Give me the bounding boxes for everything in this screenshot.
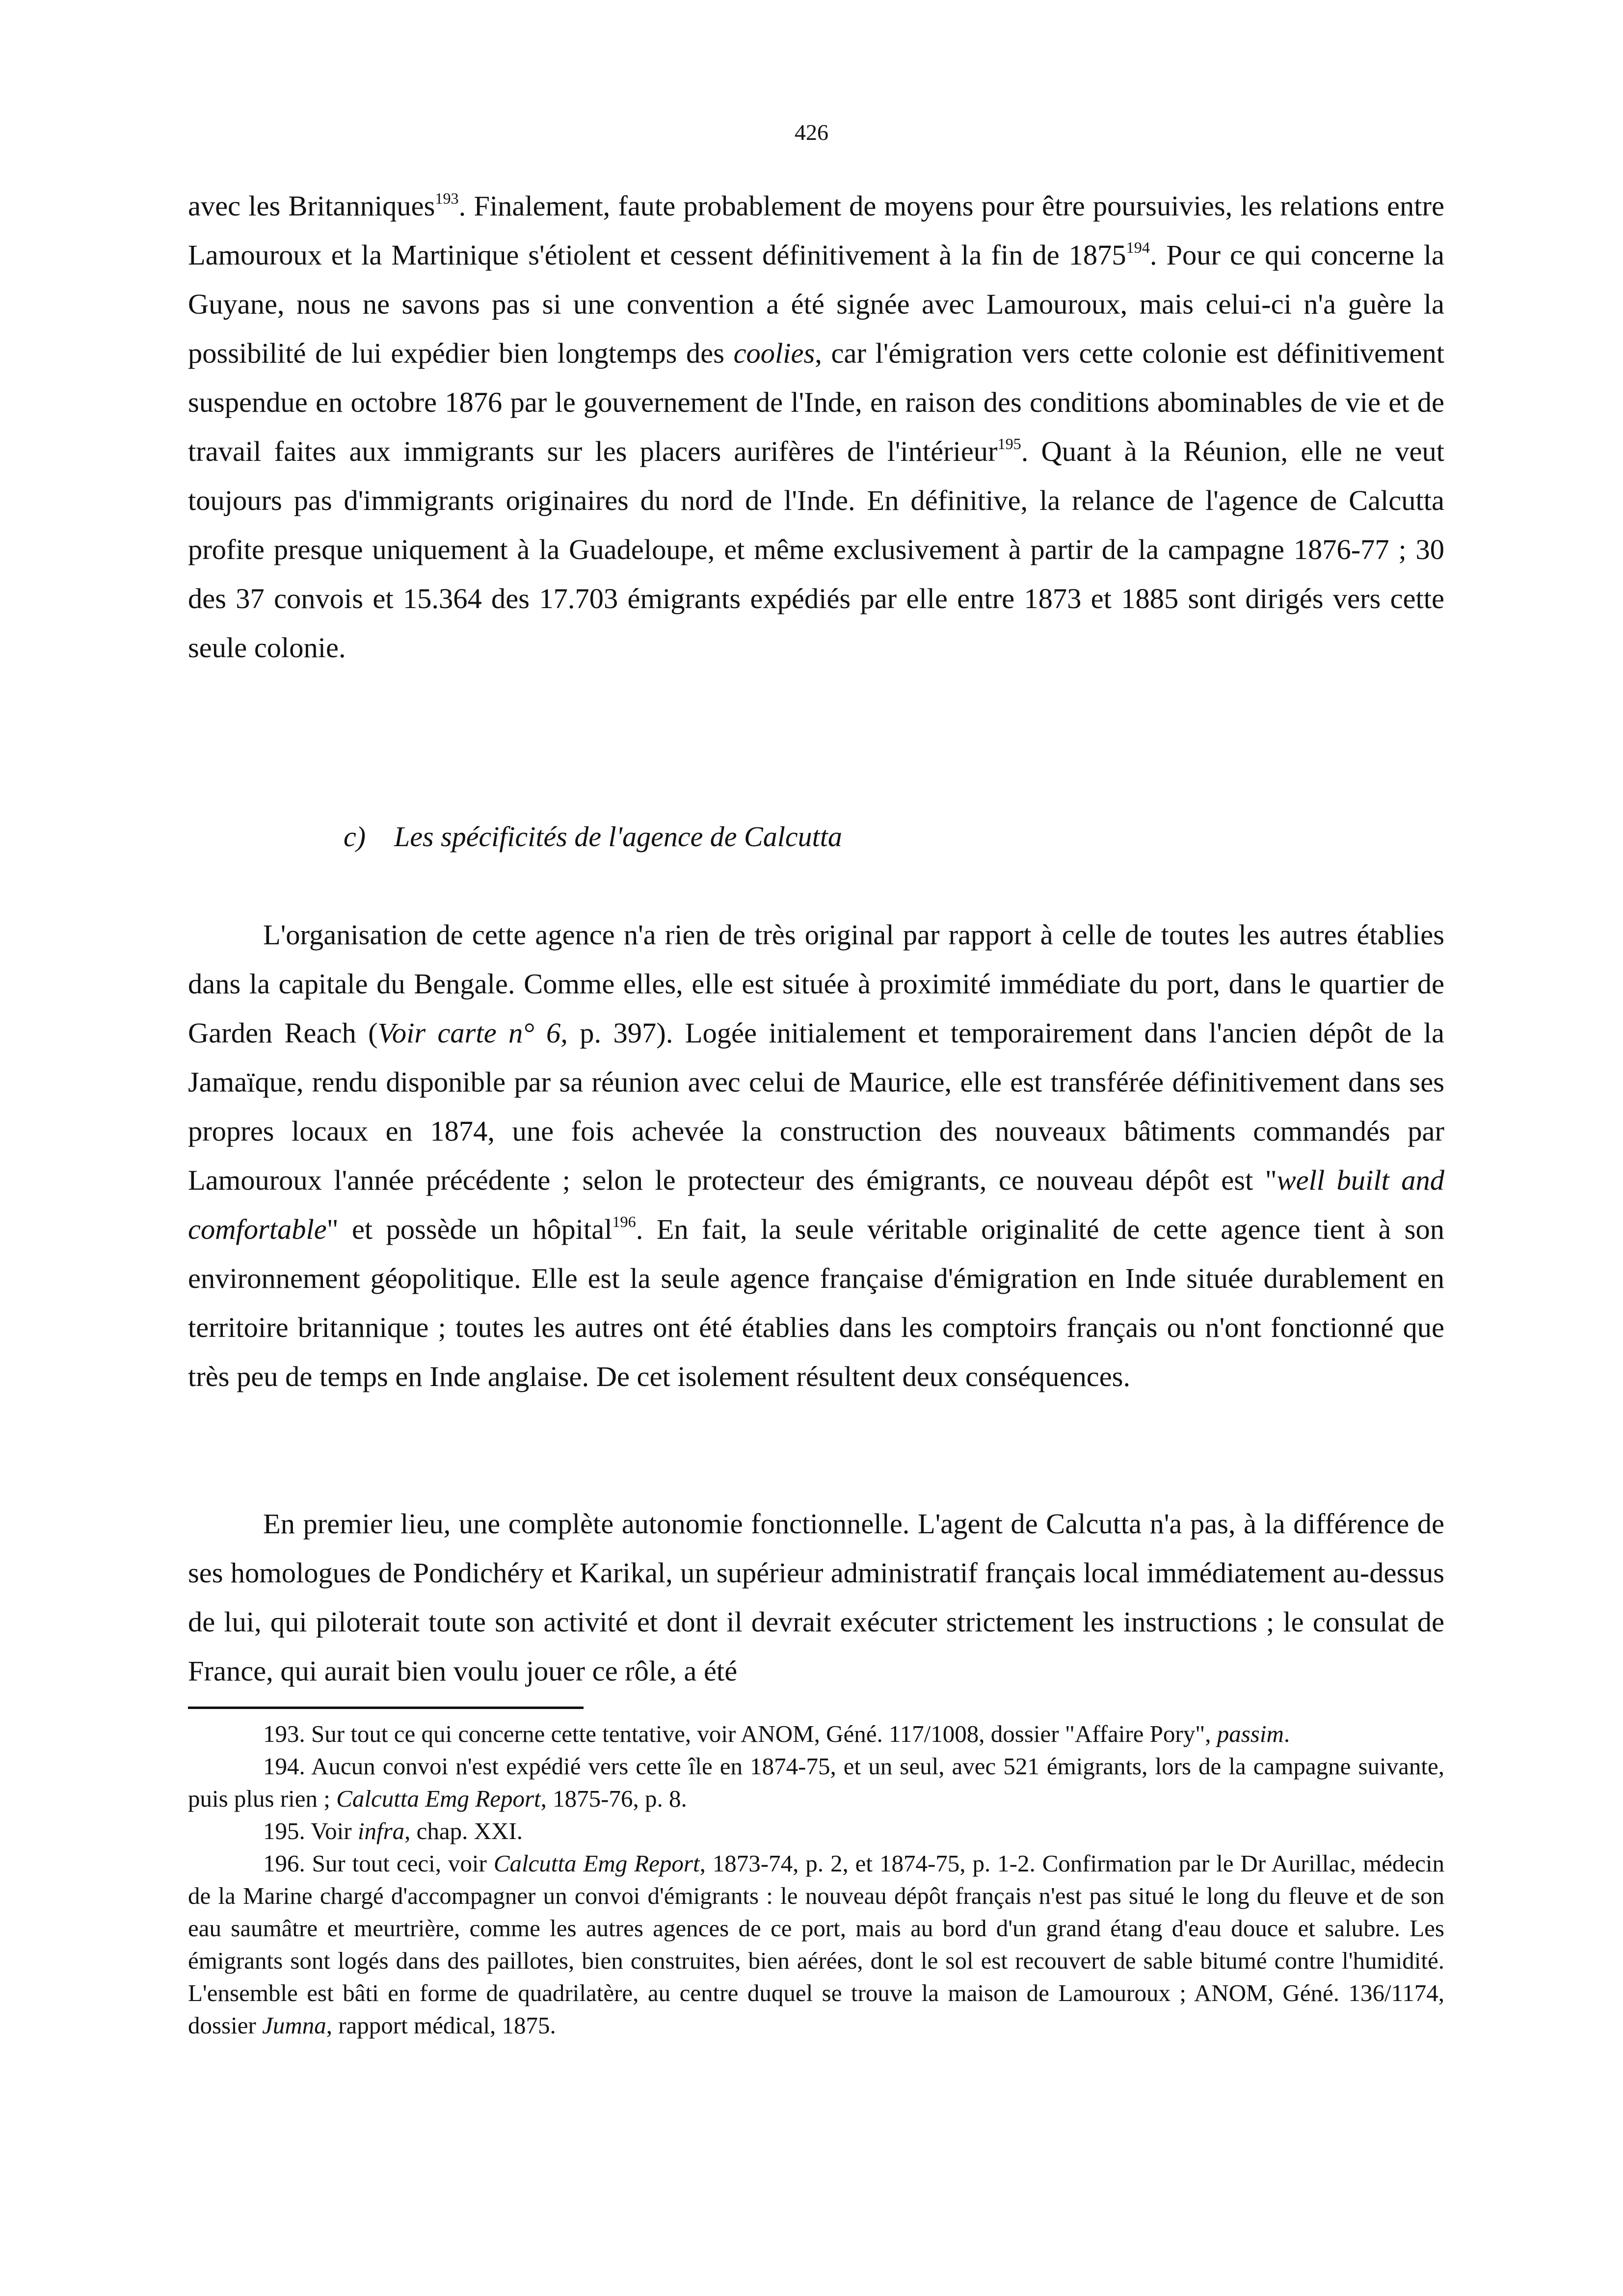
- footnote-193: [188, 1718, 1444, 1750]
- paragraph: En premier lieu, une complète autonomie fonctionnelle. L'agent de Calcutta n'a pas, à la différence de ses homologues de Pondichéry et Karikal, un supérieur administratif français local immédiatement au-dessus de lui, qui piloterait toute son activité et dont il devrait exécuter strictement les instructions ; le consulat de France, qui aurait bien voulu jouer ce rôle, a été: [188, 1508, 1444, 1687]
- footnote-ref-196[interactable]: 196: [612, 1212, 636, 1230]
- paragraph-block-2: [188, 910, 1444, 1401]
- text-run: .: [1283, 1720, 1290, 1747]
- text-run: 193. Sur tout ce qui concerne cette tentative, voir ANOM, Géné. 117/1008, dossier "Affaire Pory",: [263, 1720, 1217, 1747]
- italic-term: coolies: [733, 337, 815, 369]
- text-run: " et possède un hôpital: [326, 1213, 612, 1245]
- text-run: , rapport médical, 1875.: [326, 2012, 556, 2039]
- text-run: avec les Britanniques: [188, 190, 435, 222]
- italic-reference: Voir carte n° 6,: [377, 1017, 568, 1049]
- page-number: 426: [795, 120, 828, 145]
- paragraph-block-1: [188, 182, 1444, 672]
- footnote-ref-194[interactable]: 194: [1126, 238, 1150, 256]
- italic-title: Jumna: [262, 2012, 326, 2039]
- text-run: . En fait, la seule véritable originalité de cette agence tient à son environnement géopolitique. Elle est la seule agence française d'émigration en Inde située durablement en territoire britannique ; toutes les autres ont été établies dans les comptoirs français ou n'ont fonctionné que très peu de temps en Inde anglaise. De cet isolement résultent deux conséquences.: [188, 1213, 1444, 1392]
- text-run: L'organisation de cette agence n'a rien de très original par rapport à celle de toutes les autres établies dans la capitale du Bengale. Comme elles, elle est située à proximité immédiate du port, dans le quartier de Garden Reach (: [188, 919, 1444, 1049]
- text-run: 194. Aucun convoi n'est expédié vers cette île en 1874-75, et un seul, avec 521 émigrants, lors de la campagne suivante, puis plus rien ;: [188, 1753, 1444, 1812]
- footnote-196: [188, 1847, 1444, 2042]
- footnote-ref-193[interactable]: 193: [435, 189, 459, 207]
- paragraph-block-3: [188, 1499, 1444, 1696]
- paragraph: [188, 910, 1444, 1401]
- footnote-194: [188, 1750, 1444, 1815]
- footnote-separator: [188, 1707, 584, 1709]
- text-run: , car l'émigration vers cette colonie est définitivement suspendue en octobre 1876 par le gouvernement de l'Inde, en raison des conditions abominables de vie et de travail faites aux immigrants sur les placers aurifères de l'intérieur: [188, 337, 1444, 467]
- text-run: , 1873-74, p. 2, et 1874-75, p. 1-2. Confirmation par le Dr Aurillac, médecin de la Marine chargé d'accompagner un convoi d'émigrants : le nouveau dépôt français n'est pas situé le long du fleuve et de son eau saumâtre et meurtrière, comme les autres agences de ce port, mais au bord d'un grand étang d'eau douce et salubre. Les émigrants sont logés dans des paillotes, bien construites, bien aérées, dont le sol est recouvert de sable bitumé contre l'humidité. L'ensemble est bâti en forme de quadrilatère, au centre duquel se trouve la maison de Lamouroux ; ANOM, Géné. 136/1174, dossier: [188, 1850, 1445, 2039]
- footnote-195: [188, 1815, 1444, 1847]
- italic-term: infra: [357, 1817, 405, 1844]
- text-run: . Pour ce qui concerne la Guyane, nous ne savons pas si une convention a été signée avec Lamouroux, mais celui-ci n'a guère la possibilité de lui expédier bien longtemps des: [188, 239, 1444, 369]
- italic-term: passim: [1217, 1720, 1284, 1747]
- text-run: p. 397). Logée initialement et temporairement dans l'ancien dépôt de la Jamaïque, rendu disponible par sa réunion avec celui de Maurice, elle est transférée définitivement dans ses propres locaux en 1874, une fois achevée la construction des nouveaux bâtiments commandés par Lamouroux l'année précédente ; selon le protecteur des émigrants, ce nouveau dépôt est ": [188, 1017, 1444, 1196]
- footnote-ref-195[interactable]: 195: [997, 434, 1021, 453]
- paragraph: [188, 182, 1444, 672]
- footnotes: [188, 1718, 1444, 2042]
- text-run: , chap. XXI.: [404, 1817, 523, 1844]
- italic-title: Calcutta Emg Report: [336, 1785, 541, 1812]
- text-run: . Quant à la Réunion, elle ne veut toujours pas d'immigrants originaires du nord de l'Inde. En définitive, la relance de l'agence de Calcutta profite presque uniquement à la Guadeloupe, et même exclusivement à partir de la campagne 1876-77 ; 30 des 37 convois et 15.364 des 17.703 émigrants expédiés par elle entre 1873 et 1885 sont dirigés vers cette seule colonie.: [188, 435, 1444, 664]
- text-run: 195. Voir: [263, 1817, 358, 1844]
- text-run: 196. Sur tout ceci, voir: [263, 1850, 494, 1877]
- italic-quote: well built and comfortable: [188, 1164, 1444, 1245]
- text-run: . Finalement, faute probablement de moyens pour être poursuivies, les relations entre Lamouroux et la Martinique s'étiolent et cessent définitivement à la fin de 1875: [188, 190, 1444, 271]
- section-heading: c) Les spécificités de l'agence de Calcutta: [344, 821, 842, 853]
- text-run: , 1875-76, p. 8.: [540, 1785, 687, 1812]
- italic-title: Calcutta Emg Report: [493, 1850, 700, 1877]
